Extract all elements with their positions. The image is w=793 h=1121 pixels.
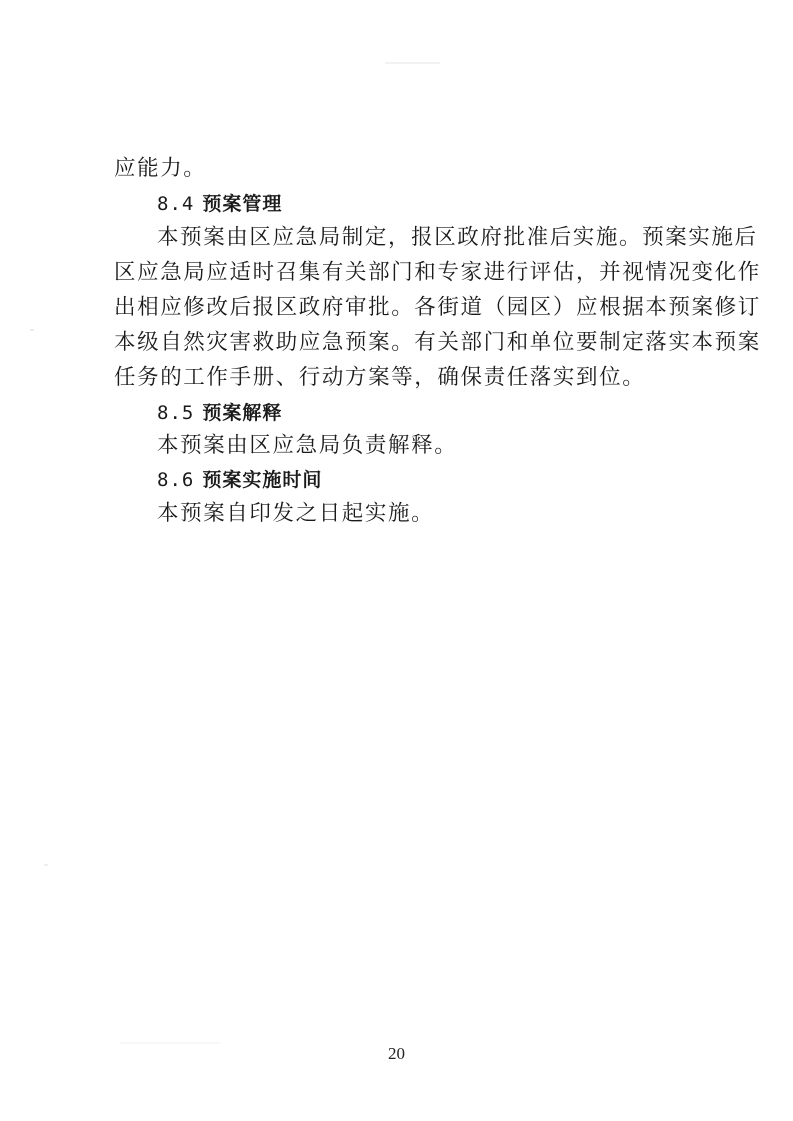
body-line: 本预案由区应急局制定，报区政府批准后实施。预案实施后 [157,225,758,250]
section-title: 预案实施时间 [202,469,323,491]
body-line: 出相应修改后报区政府审批。各街道（园区）应根据本预案修订 [114,295,761,320]
body-line: 本级自然灾害救助应急预案。有关部门和单位要制定落实本预案 [114,330,761,355]
section-title: 预案管理 [202,193,283,215]
section-number: 8.4 [157,193,195,215]
section-number: 8.5 [157,402,195,424]
section-heading-8-6 [157,466,322,494]
body-line: 本预案自印发之日起实施。 [157,501,435,526]
section-heading-8-5 [157,399,282,427]
body-line: 任务的工作手册、行动方案等，确保责任落实到位。 [114,365,646,390]
section-title: 预案解释 [202,402,283,424]
body-line: 区应急局应适时召集有关部门和专家进行评估，并视情况变化作 [114,260,761,285]
section-number: 8.6 [157,469,195,491]
body-line: 本预案由区应急局负责解释。 [157,433,458,458]
paragraph-continuation: 应能力。 [114,156,207,181]
page-number: 20 [388,1044,405,1063]
section-heading-8-4 [157,190,282,218]
